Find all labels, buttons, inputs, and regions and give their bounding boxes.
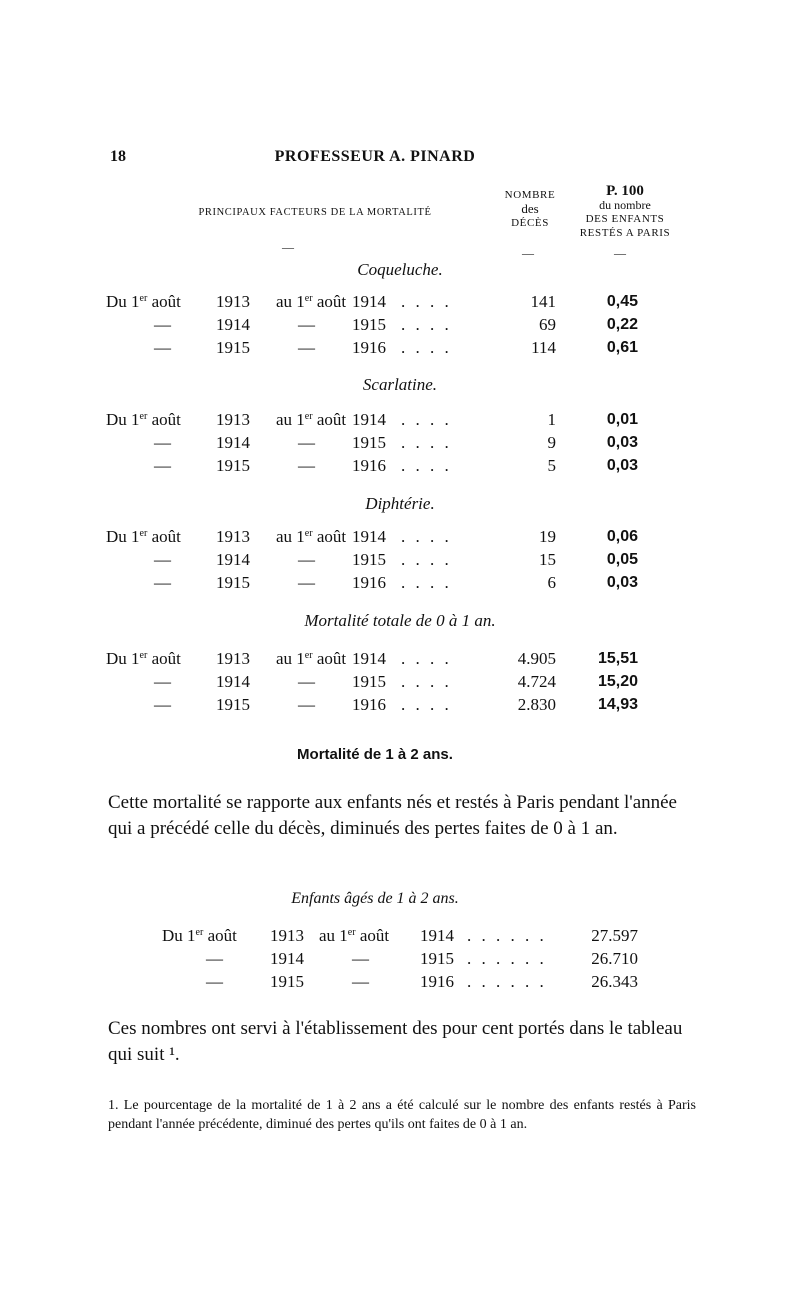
paragraph: Cette mortalité se rapporte aux enfants nés et restés à Paris pendant l'année qui a précédé celle du décès, diminués des pertes faites de 0 à 1 an. [108,792,677,839]
running-title: PROFESSEUR A. PINARD [274,148,476,165]
section-title: Scarlatine. [362,375,438,394]
row-lead: Du 1er août [106,410,181,429]
footnote: 1. Le pourcentage de la mortalité de 1 à 2 ans a été calculé sur le nombre des enfants restés à Paris pendant l'année précédente, diminué des pertes qu'ils ont faites de 0 à 1 an. [108,1098,696,1132]
table-row: Du 1er août 1913 au 1er août 1914 . . . . 141 0,45 [106,292,638,311]
table-row: — 1915 — 1916 . . . . . . 26.343 [206,972,638,991]
row-mid: au 1er août [276,292,347,311]
paragraph: Ces nombres ont servi à l'établissement des pour cent portés dans le tableau qui suit ¹. [108,1018,683,1065]
header-rule: — [614,246,626,260]
row-lead: Du 1er août [106,292,181,311]
page-header [110,148,640,170]
table-row: — 1915 — 1916 . . . . 6 0,03 [154,573,638,592]
table-row: — 1915 — 1916 . . . . 5 0,03 [154,456,638,475]
row-lead: Du 1er août [106,527,181,546]
column-header-factors: PRINCIPAUX FACTEURS DE LA MORTALITÉ [198,207,432,218]
section-title: Diphtérie. [365,494,435,513]
table-row: — 1914 — 1915 . . . . 4.724 15,20 [154,672,638,691]
section-title: Mortalité totale de 0 à 1 an. [304,611,496,630]
column-header-nombre: NOMBRE des DÉCÈS [504,189,556,229]
header-rule: — [282,240,294,254]
table-row: Du 1er août 1913 au 1er août 1914 . . . . 1 0,01 [106,410,638,429]
row-mid: au 1er août [276,410,347,429]
table-row: — 1915 — 1916 . . . . 2.830 14,93 [154,695,638,714]
row-mid: au 1er août [319,926,390,945]
header-rule: — [522,246,534,260]
section-title: Enfants âgés de 1 à 2 ans. [291,890,459,907]
row-lead: Du 1er août [162,926,237,945]
table-row: Du 1er août 1913 au 1er août 1914 . . . . 19 0,06 [106,527,638,546]
row-lead: Du 1er août [106,649,181,668]
table-row: — 1914 — 1915 . . . . 15 0,05 [154,550,638,569]
row-mid: au 1er août [276,527,347,546]
table-row: — 1914 — 1915 . . . . 69 0,22 [154,315,638,334]
section-title: Coqueluche. [357,260,443,279]
table-row: — 1914 — 1915 . . . . . . 26.710 [206,949,638,968]
page-number: 18 [110,148,126,165]
table-row: Du 1er août 1913 au 1er août 1914 . . . . . . 27.597 [162,926,638,945]
column-header-percent: P. 100 du nombre DES ENFANTS RESTÉS A PARIS [579,183,671,239]
row-mid: au 1er août [276,649,347,668]
table-row: Du 1er août 1913 au 1er août 1914 . . . . 4.905 15,51 [106,649,638,668]
table-row: — 1915 — 1916 . . . . 114 0,61 [154,338,638,357]
table-row: — 1914 — 1915 . . . . 9 0,03 [154,433,638,452]
subtitle: Mortalité de 1 à 2 ans. [297,746,453,763]
